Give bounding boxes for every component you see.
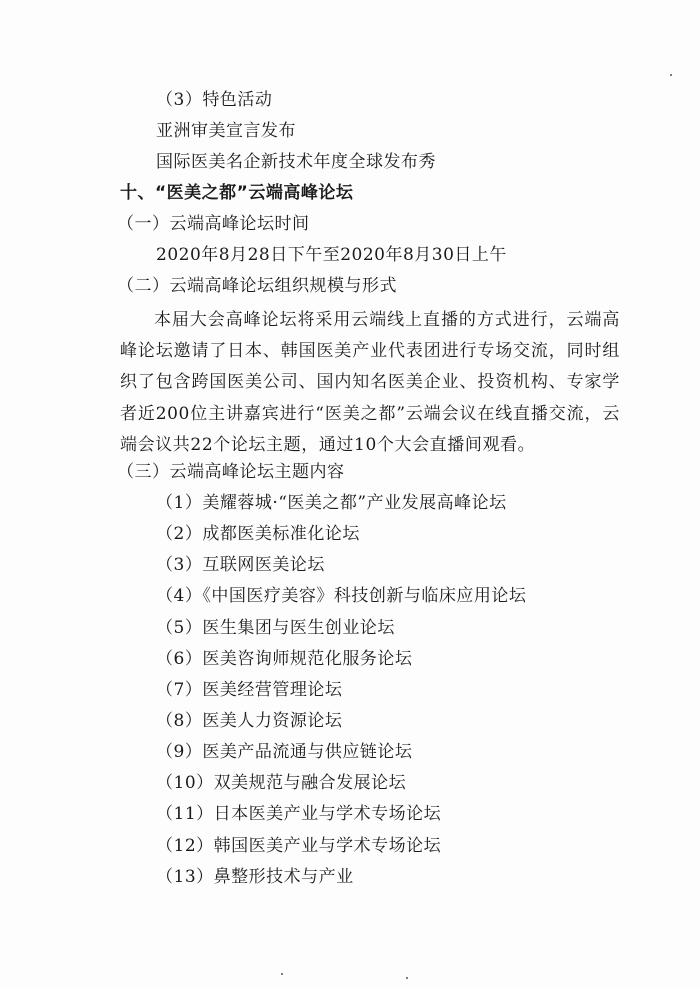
scan-speck <box>281 973 283 975</box>
topic-item: （11）日本医美产业与学术专场论坛 <box>156 804 442 824</box>
topic-item: （10）双美规范与融合发展论坛 <box>156 773 407 793</box>
scan-speck <box>670 74 672 76</box>
topic-item: （5）医生集团与医生创业论坛 <box>156 618 395 638</box>
topic-item: （3）互联网医美论坛 <box>156 555 325 575</box>
activity-item-2: 国际医美名企新技术年度全球发布秀 <box>156 152 436 172</box>
topic-item: （2）成都医美标准化论坛 <box>156 524 360 544</box>
topic-item: （13）鼻整形技术与产业 <box>156 867 354 887</box>
activity-item-1: 亚洲审美宣言发布 <box>156 121 296 141</box>
topic-item: （6）医美咨询师规范化服务论坛 <box>156 649 413 669</box>
subsection1-heading: （一）云端高峰论坛时间 <box>117 214 310 234</box>
topic-item: （12）韩国医美产业与学术专场论坛 <box>156 836 442 856</box>
forum-scale-paragraph: 本届大会高峰论坛将采用云端线上直播的方式进行，云端高峰论坛邀请了日本、韩国医美产业代表团进行专场交流，同时组织了包含跨国医美公司、国内知名医美企业、投资机构、专家学者近200位主讲嘉宾进行“医美之都”云端会议在线直播交流，云端会议共22个论坛主题，通过10个大会直播间观看。 <box>120 310 620 455</box>
scan-speck <box>406 977 408 979</box>
topic-item: （9）医美产品流通与供应链论坛 <box>156 742 413 762</box>
subsection2-heading: （二）云端高峰论坛组织规模与形式 <box>117 276 397 296</box>
topic-item: （7）医美经营管理论坛 <box>156 680 343 700</box>
topic-item: （8）医美人力资源论坛 <box>156 711 343 731</box>
section3-item3-heading: （3）特色活动 <box>156 90 273 110</box>
section10-heading: 十、“医美之都”云端高峰论坛 <box>120 183 354 203</box>
subsection3-heading: （三）云端高峰论坛主题内容 <box>117 462 345 482</box>
topic-item: （4）《中国医疗美容》科技创新与临床应用论坛 <box>156 586 527 606</box>
topic-item: （1）美耀蓉城·“医美之都”产业发展高峰论坛 <box>156 493 507 513</box>
forum-time-text: 2020年8月28日下午至2020年8月30日上午 <box>156 245 507 265</box>
